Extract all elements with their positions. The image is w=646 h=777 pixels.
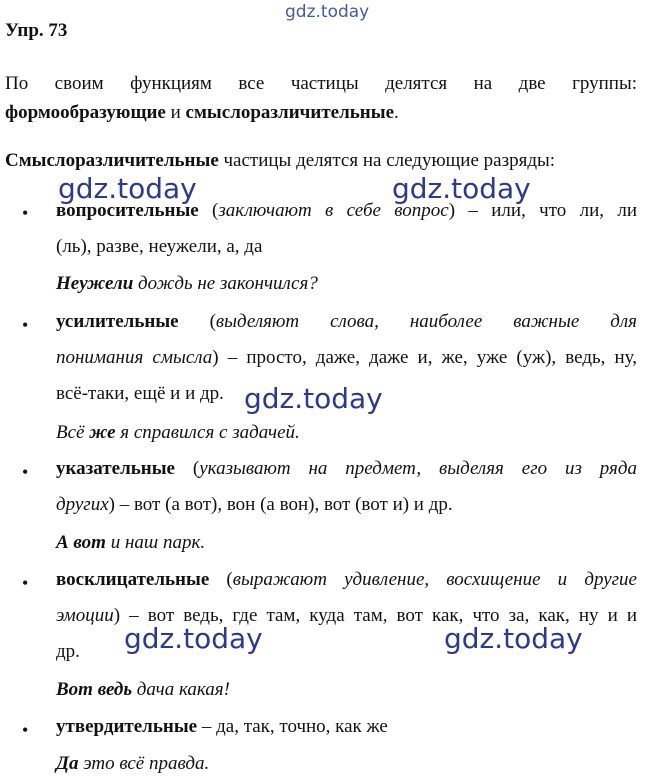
- example-affirmative: [56, 753, 209, 775]
- lead-term: Смыслоразличительные: [5, 150, 219, 171]
- item-paren: (: [209, 569, 233, 590]
- term-semantic: смыслоразличительные: [185, 102, 395, 123]
- item-demonstrative-line-1: [56, 458, 637, 480]
- item-desc: эмоции: [56, 605, 114, 626]
- example-questioning: [56, 273, 318, 295]
- watermark: gdz.today: [444, 622, 583, 655]
- item-particles: ) – вот (а вот), вон (а вон), вот (вот и) и др.: [108, 494, 453, 515]
- intro-end: .: [394, 102, 399, 123]
- item-name: восклицательные: [56, 569, 210, 590]
- item-particles: ) – вот ведь, где там, куда там, вот как, что за, как, ну и и: [113, 605, 637, 626]
- example-rest: дача какая!: [132, 679, 230, 700]
- item-desc: выделяют слова, наиболее важные для: [215, 311, 637, 332]
- example-particle: Неужели: [56, 273, 134, 294]
- bullet-icon: •: [22, 573, 29, 593]
- item-particles: ) – или, что ли, ли: [448, 200, 638, 221]
- example-rest: Всё: [56, 422, 90, 443]
- example-demonstrative: [56, 532, 205, 554]
- watermark-top: gdz.today: [285, 2, 370, 22]
- item-paren: (: [178, 311, 216, 332]
- bullet-icon: •: [22, 720, 29, 740]
- item-particles: – да, так, точно, как же: [197, 716, 388, 737]
- item-name: усилительные: [56, 311, 179, 332]
- item-intensifying-line-1: [56, 311, 637, 333]
- item-desc: других: [56, 494, 109, 515]
- bullet-icon: •: [22, 203, 29, 223]
- item-name: указательные: [56, 458, 175, 479]
- item-questioning-line-1: [56, 200, 637, 222]
- item-desc: понимания смысла: [56, 347, 213, 368]
- example-particle: Да: [56, 753, 79, 774]
- item-paren: (: [198, 200, 219, 221]
- intro-conj: и: [165, 102, 186, 123]
- intro-line-1: По своим функциям все частицы делятся на две группы:: [5, 73, 637, 94]
- lead-line: [5, 150, 555, 172]
- intro-line-2: [5, 102, 399, 124]
- bullet-icon: •: [22, 462, 29, 482]
- watermark: gdz.today: [58, 172, 197, 205]
- example-exclamatory: [56, 679, 230, 701]
- lead-rest: частицы делятся на следующие разряды:: [218, 150, 556, 171]
- watermark: gdz.today: [244, 382, 383, 415]
- item-paren: (: [175, 458, 200, 479]
- example-rest: это всё правда.: [78, 753, 210, 774]
- watermark: gdz.today: [392, 172, 531, 205]
- item-intensifying-line-2: [56, 347, 637, 369]
- term-formative: формообразующие: [5, 102, 166, 123]
- item-demonstrative-line-2: [56, 494, 453, 516]
- example-particle: же: [89, 422, 116, 443]
- item-name: утвердительные: [56, 716, 198, 737]
- item-desc: выражают удивление, восхищение и другие: [232, 569, 637, 590]
- item-exclamatory-line-3: др.: [56, 641, 80, 662]
- item-desc: указывают на предмет, выделяя его из ряда: [199, 458, 637, 479]
- item-questioning-line-2: (ль), разве, неужели, а, да: [56, 236, 263, 257]
- example-rest: я справился с задачей.: [115, 422, 300, 443]
- watermark: gdz.today: [124, 622, 263, 655]
- item-name: вопросительные: [56, 200, 199, 221]
- item-desc: заключают в себе вопрос: [218, 200, 449, 221]
- bullet-icon: •: [22, 315, 29, 335]
- example-rest: дождь не закончился?: [133, 273, 318, 294]
- example-rest: и наш парк.: [105, 532, 206, 553]
- example-particle: А вот: [56, 532, 106, 553]
- item-exclamatory-line-1: [56, 569, 637, 591]
- item-affirmative-line-1: [56, 716, 388, 738]
- item-intensifying-line-3: всё-таки, ещё и и др.: [56, 383, 224, 404]
- item-particles: ) – просто, даже, даже и, же, уже (уж), ведь, ну,: [212, 347, 638, 368]
- example-intensifying: [56, 422, 300, 444]
- exercise-title: Упр. 73: [5, 20, 68, 41]
- item-exclamatory-line-2: [56, 605, 637, 627]
- example-particle: Вот ведь: [56, 679, 133, 700]
